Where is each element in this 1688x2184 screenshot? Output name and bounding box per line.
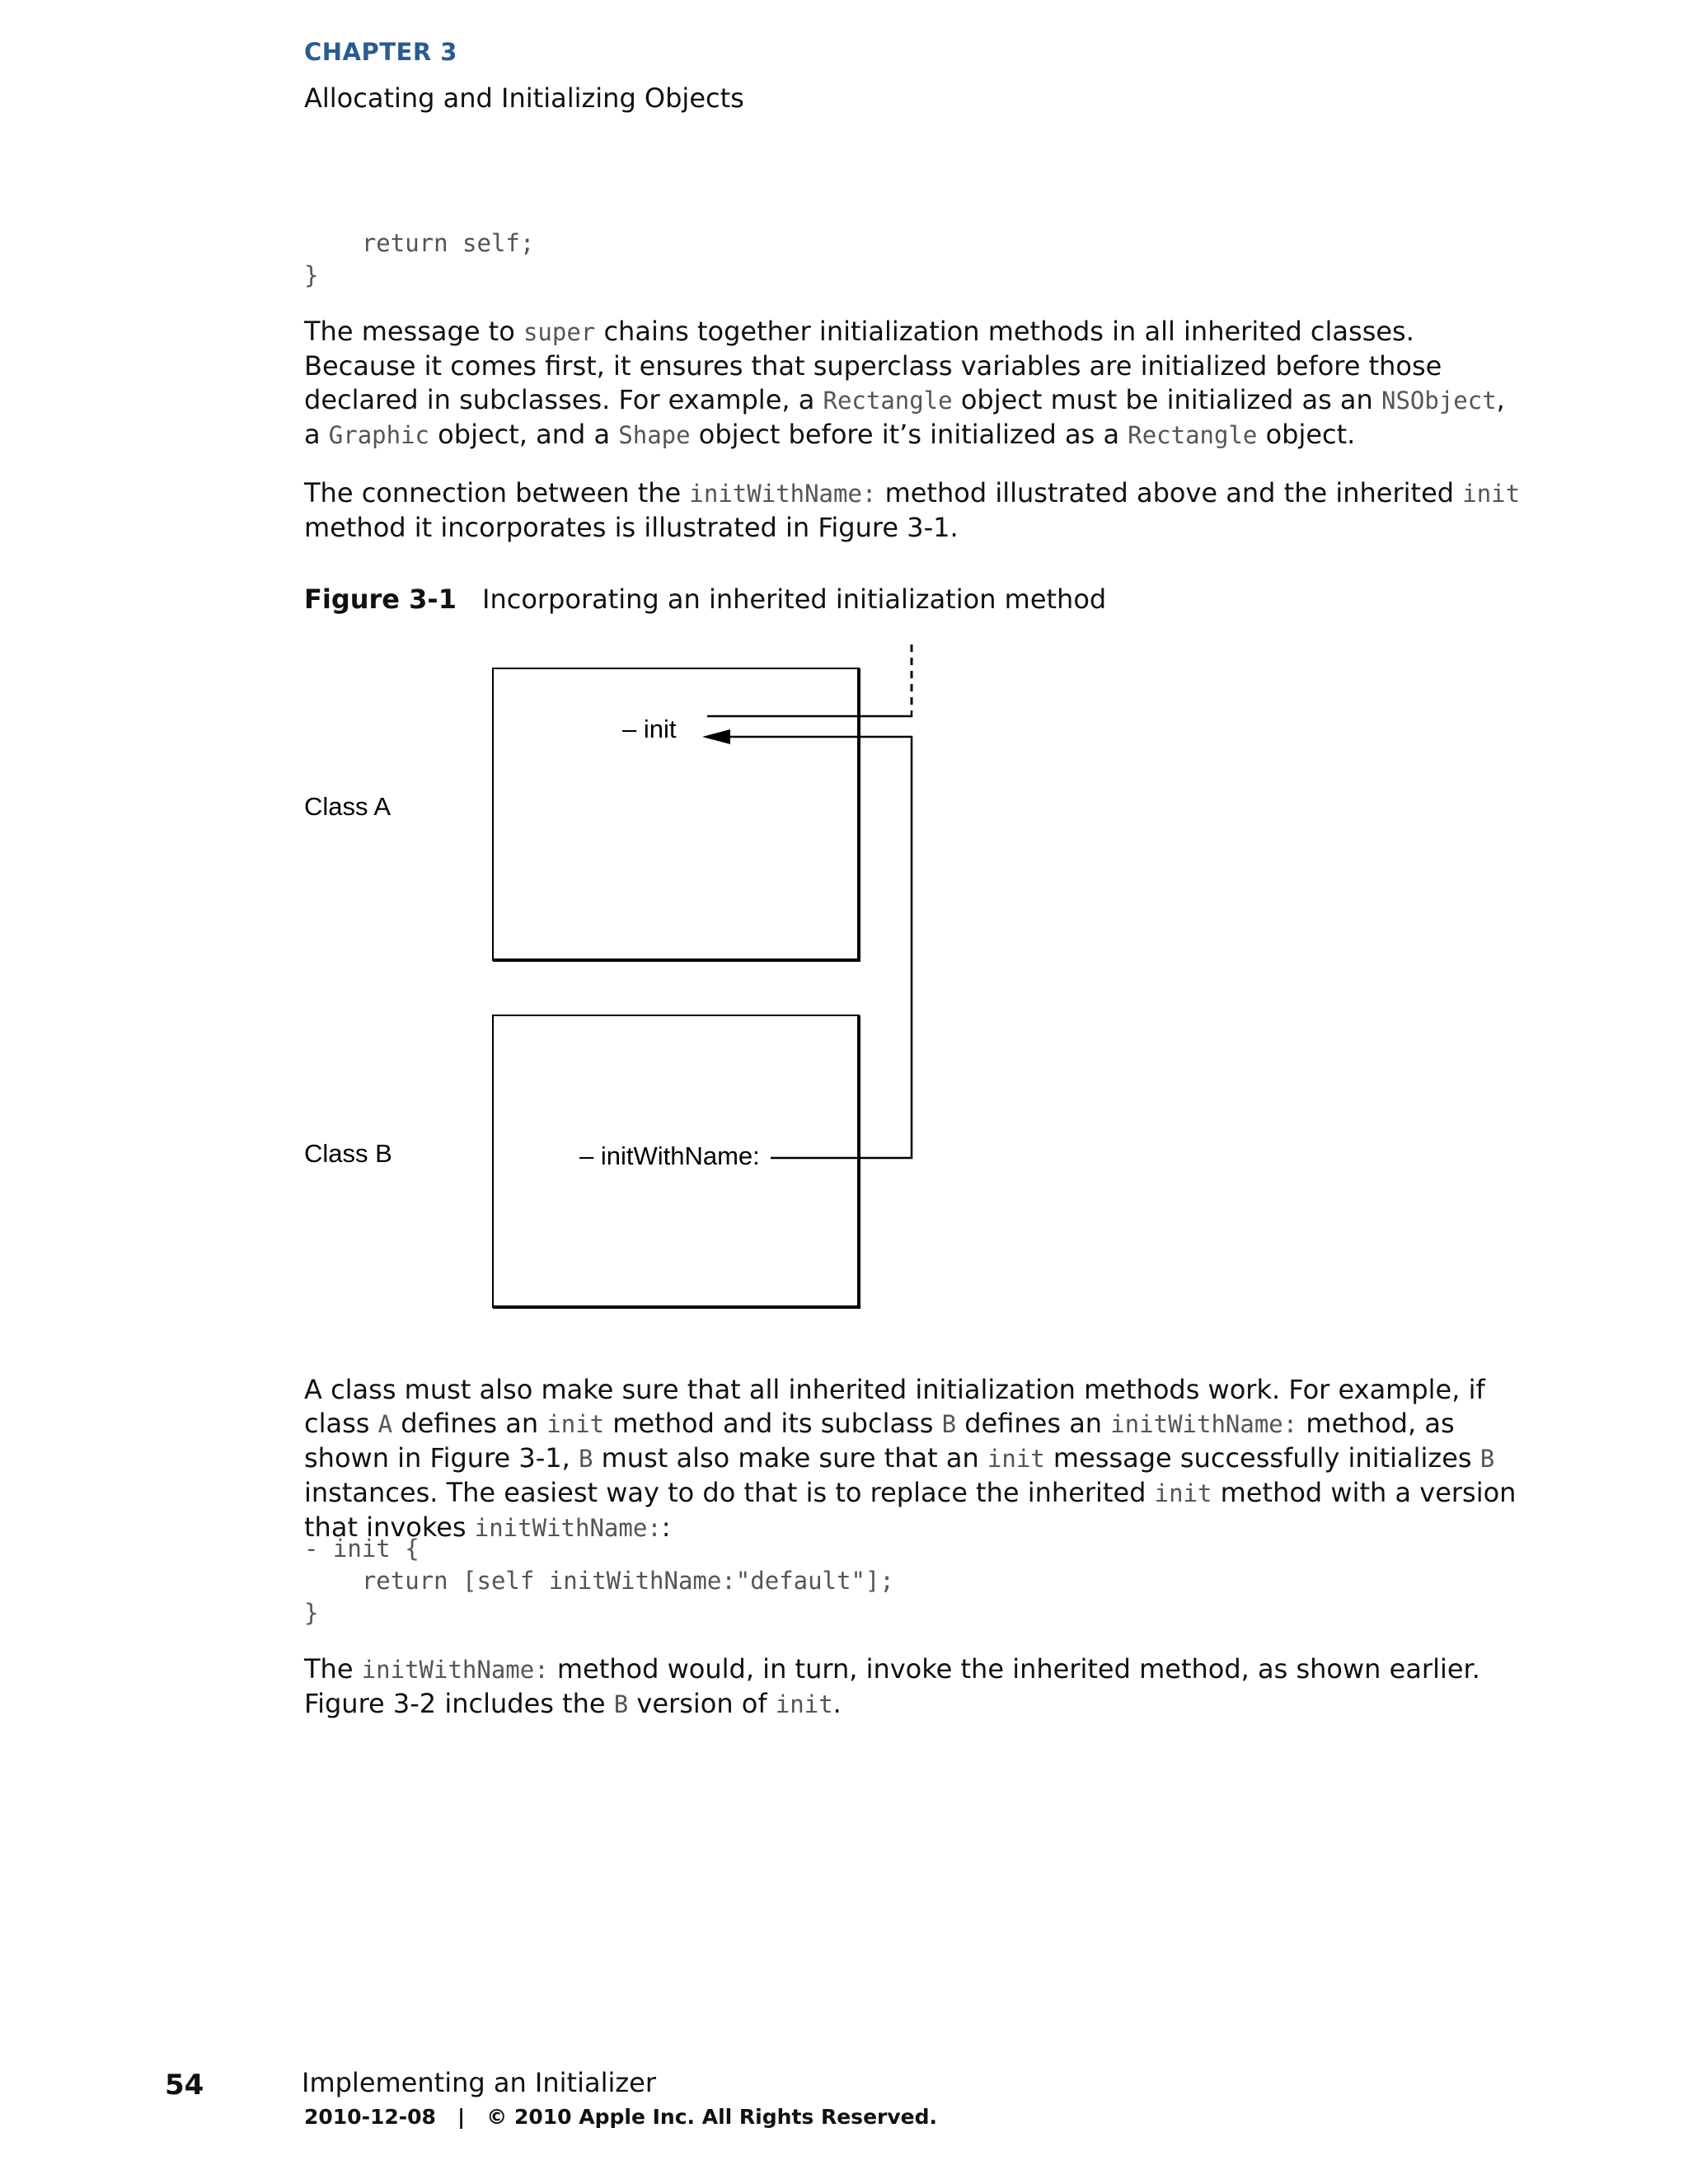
method-initwithname-label: – initWithName: [579, 1141, 760, 1170]
inline-code: B [1479, 1445, 1495, 1473]
footer-section-title: Implementing an Initializer [302, 2067, 656, 2098]
inline-code: Rectangle [823, 387, 953, 415]
inline-code: Rectangle [1128, 421, 1258, 449]
inline-code: initWithName: [361, 1656, 549, 1684]
inline-code: A [377, 1410, 393, 1438]
inline-code: B [613, 1690, 629, 1718]
paragraph-initwithname-invoke: The initWithName: method would, in turn, invoke the inherited method, as shown earlier. Figure 3-2 includes the B version of init. [304, 1653, 1480, 1719]
init-to-super-connector [707, 710, 912, 716]
inline-code: Shape [618, 421, 691, 449]
paragraph-connection: The connection between the initWithName: method illustrated above and the inherited init method it incorporates is illustrated in Figure 3-1. [304, 477, 1521, 543]
chapter-title: Allocating and Initializing Objects [304, 82, 744, 114]
code-line: return self; [304, 229, 535, 257]
inline-code: init [546, 1410, 605, 1438]
inline-code: initWithName: [474, 1514, 662, 1542]
paragraph-super-chain: The message to super chains together initialization methods in all inherited classes. Because it comes first, it ensures that superclass variables are initialized before those declared in subclasses. For example, a Rectangle object must be initialized as an NSObject, a Graphic object, and a Shape object before it’s initialized as a Rectangle object. [304, 316, 1505, 450]
inline-code: B [578, 1445, 593, 1473]
initwithname-to-init-connector [725, 737, 912, 1158]
figure-label: Figure 3-1 [304, 583, 457, 615]
figure-caption: Incorporating an inherited initialization method [482, 583, 1107, 615]
inline-code: init [1154, 1479, 1212, 1507]
method-init-label: – init [622, 715, 677, 743]
code-line: } [304, 1599, 319, 1627]
class-a-box [493, 668, 859, 960]
code-line: - init { [304, 1535, 420, 1563]
code-block-init [304, 1533, 894, 1629]
inline-code: B [941, 1410, 957, 1438]
inline-code: Graphic [328, 421, 429, 449]
code-line: return [self initWithName:"default"]; [304, 1567, 894, 1595]
inline-code: super [523, 318, 596, 346]
paragraph-inherited-methods: A class must also make sure that all inherited initialization methods work. For example, if class A defines an init method and its subclass B defines an initWithName: method, as shown in Figure 3-1, B must also make sure that an init message successfully initializes B instances. The easiest way to do that is to replace the inherited init method with a version that invokes initWithName:: [304, 1374, 1517, 1543]
inline-code: init [1462, 480, 1521, 508]
arrowhead-to-init [702, 729, 730, 744]
inline-code: initWithName: [1110, 1410, 1298, 1438]
inline-code: initWithName: [689, 480, 877, 508]
class-b-label: Class B [304, 1139, 392, 1168]
chapter-label: CHAPTER 3 [304, 38, 457, 66]
inline-code: init [775, 1690, 833, 1718]
code-line: } [304, 261, 319, 289]
footer-copyright: 2010-12-08 | © 2010 Apple Inc. All Rights Reserved. [304, 2105, 937, 2129]
page-number: 54 [165, 2069, 204, 2102]
inline-code: NSObject [1381, 387, 1497, 415]
inline-code: init [987, 1445, 1045, 1473]
class-a-label: Class A [304, 792, 392, 821]
